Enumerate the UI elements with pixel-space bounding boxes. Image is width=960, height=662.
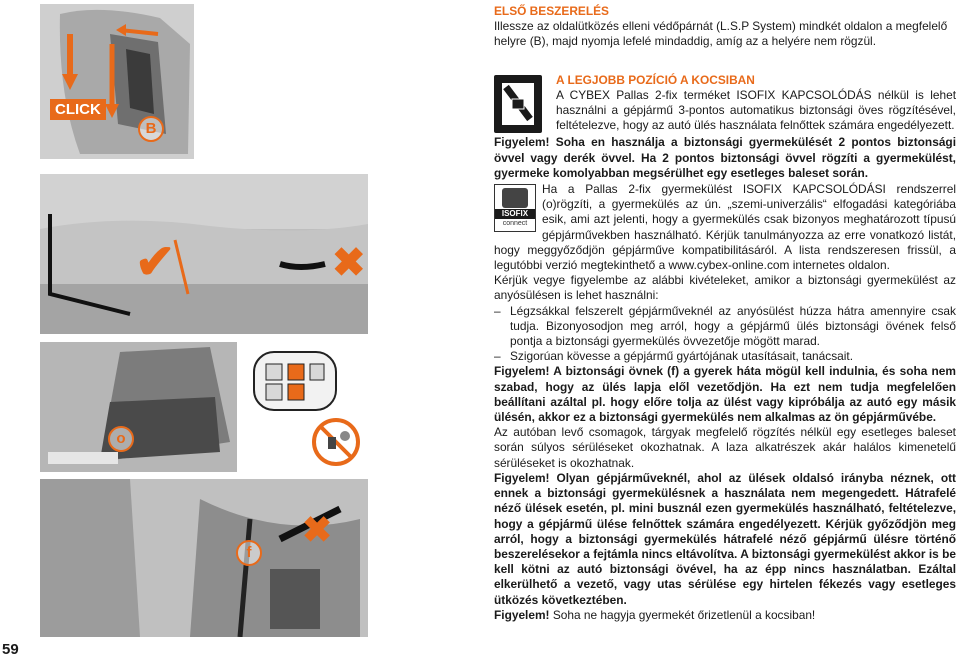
photo-isofix-seat xyxy=(40,342,237,472)
photo-belt-routing xyxy=(40,479,368,637)
final-warning-text: Soha ne hagyja gyermekét őrizetlenül a kocsiban! xyxy=(549,607,816,622)
luggage-note: Az autóban levő csomagok, tárgyak megfelelő rögzítés nélkül egy esetleges baleset során súlyos sérüléseket okozhatnak. A laza alkatrészek akár halálos kimenetelű sérüléseket is okozhatnak. xyxy=(494,425,956,470)
marker-f: f xyxy=(236,540,262,566)
click-label: CLICK xyxy=(50,99,106,120)
check-icon: ✔ xyxy=(135,236,176,289)
isofix-connect-logo xyxy=(494,184,536,232)
photo-vehicle-seat xyxy=(40,174,368,334)
cross-icon: ✖ xyxy=(302,509,333,550)
list-item-text: Légzsákkal felszerelt gépjárműveknél az anyósülést húzza hátra amennyire csak tudja. Bizonyosodjon meg arról, hogy a gépjármű ülés biztonsági övének felső pontja a biztonsági gyermekülés övvezetője mögött marad. xyxy=(510,303,956,349)
cross-icon: ✖ xyxy=(332,241,366,285)
side-pad-illustration xyxy=(40,4,194,159)
page-number: 59 xyxy=(2,641,19,658)
isofix-paragraph xyxy=(494,182,956,273)
isofix-logo-text: ISOFIX xyxy=(495,209,535,219)
marker-o: o xyxy=(108,426,134,452)
car-airbag-diagram xyxy=(248,342,368,472)
best-position-body: A CYBEX Pallas 2-fix terméket ISOFIX KAPCSOLÓDÁS nélkül is lehet használni a gépjármű 3-pontos automatikus biztonsági öves rögzítésével, feltételezve, hogy az autó ülés használata felnőttek számára engedélyezett. xyxy=(556,87,956,133)
car-topview-illustration xyxy=(248,342,368,472)
final-warning-label: Figyelem! xyxy=(494,607,550,622)
exceptions-list xyxy=(494,304,956,365)
list-item: – Légzsákkal felszerelt gépjárműveknél az anyósülést húzza hátra amennyire csak tudja. Bizonyosodjon meg arról, hogy a gépjármű ülés biztonsági övének felső pontja a biztonsági gyermekülés övvezetője mögött marad. xyxy=(494,303,956,349)
isofix-body: Ha a Pallas 2-fix gyermekülést ISOFIX KAPCSOLÓDÁSI rendszerrel (o)rögzíti, a gyermekülés az ún. „szemi-univerzális“ elfogadási kategóriába esik, ami azt jelenti, hogy a gyermekülés csak bizonyos meghatározott típusú gépjárművekben használható. Kérjük tanulmányozza az erre vonatkozó listát, hogy meggyőződjön gépjárműve kompatibilitásáról. A lista rendszeresen frissül, a legutóbbi verzió megtekinthető a www.cybex-online.com internetes oldalon. xyxy=(494,182,956,273)
text-column xyxy=(494,0,956,623)
best-position-block xyxy=(494,73,956,134)
warning-two-point-belt: Figyelem! Soha en használja a biztonsági gyermekülését 2 pontos biztonsági övvel vagy derék övvel. Ha 2 pontos biztonsági övvel rögzíti a gyermekülést, gyermeke komolyabban megsérülhet egy esetleges baleset során. xyxy=(494,135,956,180)
heading-best-position: A LEGJOBB POZÍCIÓ A KOCSIBAN xyxy=(556,72,755,87)
photo-side-protection xyxy=(40,4,194,159)
passenger-seat-intro: Kérjük vegye figyelembe az alábbi kivételeket, amikor a biztonsági gyermekülést az anyósülésen is lehet használni: xyxy=(494,273,956,303)
first-install-body: Illessze az oldalütközés elleni védőpárnát (L.S.P System) mindkét oldalon a megfelelő helyre (B), majd nyomja lefelé mindaddig, amíg az a helyére nem rögzül. xyxy=(494,19,948,49)
isofix-seat-illustration xyxy=(40,342,237,472)
isofix-logo-subtext: connect xyxy=(502,220,528,228)
warning-seat-orientation: Figyelem! Olyan gépjárműveknél, ahol az ülések oldalsó irányba néznek, ott ennek a biztonsági gyermekülésnek a használata nem megengedett. Hátrafelé néző ülések esetén, pl. mini busznál ezen gyermekülés használható, feltételezve, hogy a gépjármű ülése felnőttek számára engedélyezett. Kérjük győződjön meg arról, hogy a biztonsági gyermekülés hátrafelé néző gépjármű ülésre történő beszerelésekor a fejtámla nincs eltávolítva. A biztonsági gyermekülést akkor is be kell kötni az autó biztonsági övével, ha az épp nincs használatban. Ezáltal elkerülhető a vezető, vagy utas sérülése egy hirtelen fékezés vagy esetleges ütközés következtében. xyxy=(494,470,956,607)
heading-first-install: ELSŐ BESZERELÉS xyxy=(494,4,609,18)
final-warning xyxy=(494,608,956,623)
marker-b: B xyxy=(138,116,164,142)
list-item-text: Szigorúan kövesse a gépjármű gyártójának utasításait, tanácsait. xyxy=(510,349,854,364)
warning-belt-routing: Figyelem! A biztonsági övnek (f) a gyerek háta mögül kell indulnia, és soha nem szabad, hogy az ülés lapja elől vezetődjön. Ha ezt nem tudja megfelelően beállítani azáltal pl. hogy előre tolja az ülést vagy kipróbálja az autó egy másik ülésén, akkor ez a biztonsági gyermekülés nem alkalmas az ön gépjárművébe. xyxy=(494,364,956,425)
belt-routing-illustration xyxy=(40,479,368,637)
vehicle-seat-illustration xyxy=(40,174,368,334)
list-item: – Szigorúan kövesse a gépjármű gyártójának utasításait, tanácsait. xyxy=(494,349,956,364)
belt-buckle-icon xyxy=(494,75,542,133)
